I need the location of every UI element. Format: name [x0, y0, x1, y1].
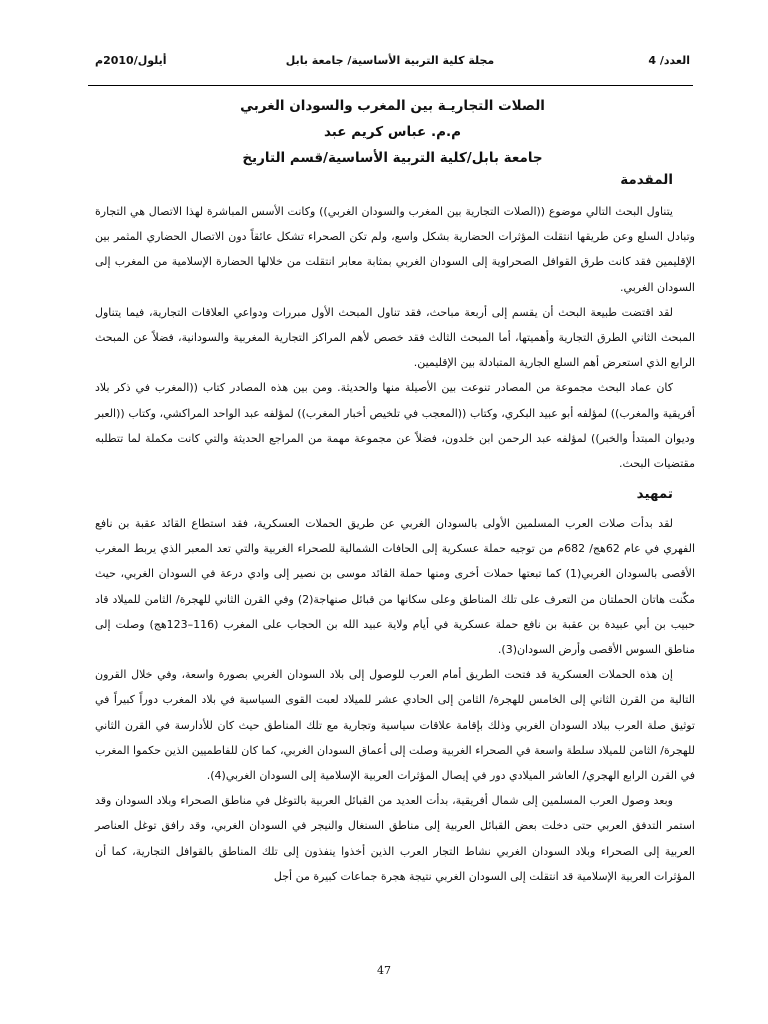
author-affiliation: جامعة بابل/كلية التربية الأساسية/قسم التاريخ — [242, 150, 543, 166]
preface-heading: تمهيد — [636, 486, 673, 502]
paper-title: الصلات التجاريـة بين المغرب والسودان الغربي — [240, 98, 545, 114]
preface-paragraph: لقد بدأت صلات العرب المسلمين الأولى بالسودان الغربي عن طريق الحملات العسكرية، فقد استطاع القائد عقبة بن نافع الفهري في عام 62هج/ 682م من توجيه حملة عسكرية إلى الحافات الشمالية للصحراء الغربية والتي تعد المعبر الذي يربط المغرب الأقصى بالسودان الغربي(1) كما تبعتها حملات أخرى ومنها حملة القائد موسى بن نصير إلى وادي درعة في السودان الغربي، حيث مكّنت هاتان الحملتان من التعرف على تلك المناطق وعلى سكانها من قبائل صنهاجة(2) وفي القرن الثاني للهجرة/ الثامن للميلاد قاد حبيب بن أبي عبيدة بن عقبة بن نافع حملة عسكرية في أيام ولاية عبيد الله بن الحجاب على المغرب (116–123هج) وصلت إلى مناطق السوس الأقصى وأرض السودان(3). — [95, 517, 696, 657]
intro-section — [95, 199, 695, 476]
header-rule — [88, 85, 693, 86]
page-number: 47 — [377, 964, 391, 977]
author-name: م.م. عباس كريم عبد — [323, 124, 461, 140]
intro-heading: المقدمة — [620, 172, 673, 188]
intro-paragraph: لقد اقتضت طبيعة البحث أن يقسم إلى أربعة مباحث، فقد تناول المبحث الأول مبررات ودواعي العلاقات التجارية، فيما يتناول المبحث الثاني الطرق التجارية وأهميتها، أما المبحث الثالث فقد خصص لأهم المراكز التجارية المغربية والسودانية، فضلاً عن المبحث الرابع الذي استعرض أهم السلع الجارية المتبادلة بين الإقليمين. — [95, 305, 695, 370]
intro-paragraph: يتناول البحث التالي موضوع ((الصلات التجارية بين المغرب والسودان الغربي)) وكانت الأسس المباشرة لهذا الاتصال هي التجارة وتبادل السلع وعن طريقها انتقلت المؤثرات الحضارية بشكل واسع، ولم تكن الصحراء تشكل عائقاً دون الاتصال الحضاري المثمر بين الإقليمين فقد كانت طرق القوافل الصحراوية إلى السودان الغربي بمثابة معابر انتقلت من خلالها الحضارة الإسلامية من المغرب إلى السودان الغربي. — [95, 205, 695, 294]
issue-number: العدد/ 4 — [648, 54, 690, 67]
running-header — [95, 54, 690, 70]
journal-name: مجلة كلية التربية الأساسية/ جامعة بابل — [285, 54, 495, 67]
intro-paragraph: كان عماد البحث مجموعة من المصادر تنوعت بين الأصيلة منها والحديثة. ومن بين هذه المصادر كتاب ((المغرب في ذكر بلاد أفريقية والمغرب)) لمؤلفه أبو عبيد البكري، وكتاب ((المعجب في تلخيص أخبار المغرب)) لمؤلفه عبد الواحد المراكشي، وكتاب ((العبر وديوان المبتدأ والخبر)) لمؤلفه عبد الرحمن ابن خلدون، فضلاً عن مجموعة مهمة من المراجع الحديثة والتي كانت مكملة لما تتطلبه مقتضيات البحث. — [95, 381, 695, 471]
preface-section — [95, 511, 695, 889]
preface-paragraph: وبعد وصول العرب المسلمين إلى شمال أفريقية، بدأت العديد من القبائل العربية بالتوغل في مناطق الصحراء وبلاد السودان وقد استمر التدفق العربي حتى دخلت بعض القبائل العربية إلى مناطق السنغال والنيجر في السودان الغربي، وقد رافق توغل العناصر العربية إلى الصحراء وبلاد السودان الغربي نشاط التجار العرب الذين أخذوا ينفذون إلى تلك المناطق بالقوافل التجارية، كما أن المؤثرات العربية الإسلامية قد انتقلت إلى السودان الغربي نتيجة هجرة جماعات كبيرة من أجل — [95, 794, 695, 883]
issue-date: أيلول/2010م — [95, 54, 167, 67]
title-block — [95, 93, 690, 171]
preface-paragraph: إن هذه الحملات العسكرية قد فتحت الطريق أمام العرب للوصول إلى بلاد السودان الغربي بصورة واسعة، وفي خلال القرون التالية من القرن الثاني إلى الخامس للهجرة/ الثامن إلى الحادي عشر للميلاد لعبت القوى السياسية في بلاد المغرب دوراً كبيراً في توثيق صلة العرب ببلاد السودان الغربي وذلك بإقامة علاقات سياسية وتجارية مع تلك المناطق حيث كان للأدارسة في القرن الثاني للهجرة/ الثامن للميلاد سلطة واسعة في الصحراء الغربية وصلت إلى أعماق السودان الغربي، كما كان للفاطميين الذين حكموا المغرب في القرن الرابع الهجري/ العاشر الميلادي دور في إيصال المؤثرات العربية الإسلامية إلى السودان الغربي(4). — [95, 668, 695, 783]
